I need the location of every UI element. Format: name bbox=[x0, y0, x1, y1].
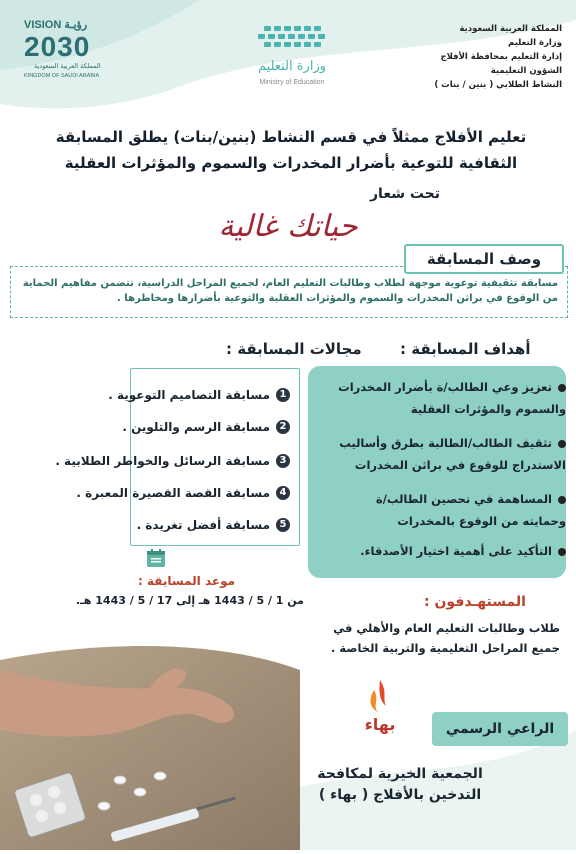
sponsor-name bbox=[300, 764, 500, 806]
field-item bbox=[137, 518, 290, 532]
description-title: وصف المسابقة bbox=[404, 244, 564, 274]
goal-text: تعزيز وعي الطالب/ة بأضرار المخدرات والسموم والمؤثرات العقلية bbox=[338, 380, 566, 416]
headline-line-2: الثقافية للتوعية بأضرار المخدرات والسموم والمؤثرات العقلية bbox=[64, 154, 518, 172]
sponsor-line-2: التدخين بالأفلاج ( بهاء ) bbox=[318, 787, 482, 803]
field-item bbox=[108, 388, 290, 402]
goals-title: أهداف المسابقة : bbox=[400, 340, 531, 358]
slogan-calligraphy bbox=[168, 196, 408, 256]
sponsor-badge: الراعي الرسمي bbox=[432, 712, 568, 746]
slogan-label: تحت شعار bbox=[370, 186, 441, 202]
goal-item bbox=[336, 376, 566, 420]
field-label: مسابقة التصاميم التوعوية . bbox=[108, 388, 270, 402]
vision-2030-logo bbox=[18, 14, 138, 80]
headline-line-1: تعليم الأفلاج ممثلاً في قسم النشاط (بنين/بنات) يطلق المسابقة bbox=[55, 128, 527, 146]
vision-logo-ar-line: المملكة العربية السعودية bbox=[34, 62, 101, 70]
bullet-dot bbox=[558, 548, 566, 556]
date-title: موعد المسابقة : bbox=[138, 574, 236, 588]
goal-item bbox=[336, 540, 566, 562]
vision-logo-top-text: VISION رؤيـة bbox=[24, 19, 88, 31]
headline bbox=[30, 124, 552, 176]
goal-item bbox=[336, 432, 566, 476]
goal-text: المساهمة في تحصين الطالب/ة وحمايته من الوقوع بالمخدرات bbox=[375, 492, 566, 528]
bullet-dot bbox=[558, 440, 566, 448]
slogan-text: حياتك غالية bbox=[218, 209, 358, 244]
field-item bbox=[55, 454, 290, 468]
field-number: 4 bbox=[276, 486, 290, 500]
goal-text: تثقيف الطالب/الطالبة بطرق وأساليب الاستدراج للوقوع في براثن المخدرات bbox=[339, 436, 566, 472]
target-title: المستهـدفون : bbox=[424, 594, 526, 610]
target-line-2: جميع المراحل التعليمية والتربية الخاصة . bbox=[331, 641, 560, 655]
date-text: من 1 / 5 / 1443 هـ إلى 17 / 5 / 1443 هـ. bbox=[75, 594, 304, 607]
target-line-1: طلاب وطالبات التعليم العام والأهلي في bbox=[333, 621, 560, 635]
field-number: 2 bbox=[276, 420, 290, 434]
description-text: مسابقة تثقيفية توعوية موجهة لطلاب وطالبات التعليم العام، لجميع المراحل الدراسية، تتضمن مفاهيم الحماية من الوقوع في براثن المخدرات والسموم والمؤثرات العقلية والتوعية بأضرارها ومخاطرها . bbox=[22, 278, 558, 304]
fields-title: مجالات المسابقة : bbox=[226, 340, 362, 358]
field-label: مسابقة الرسائل والخواطر الطلابية . bbox=[55, 454, 270, 468]
sponsor-logo bbox=[352, 676, 408, 736]
goal-item bbox=[336, 488, 566, 532]
ministry-line: المملكة العربية السعودية bbox=[459, 24, 562, 34]
field-number: 3 bbox=[276, 454, 290, 468]
ministry-of-education-logo bbox=[236, 22, 356, 94]
vision-logo-en-line: KINGDOM OF SAUDI ARABIA bbox=[24, 73, 100, 79]
ministry-line: الشؤون التعليمية bbox=[490, 66, 562, 76]
field-label: مسابقة أفضل تغريدة . bbox=[136, 518, 270, 532]
ministry-line: وزارة التعليم bbox=[508, 38, 562, 48]
awareness-photo bbox=[0, 630, 300, 850]
ministry-line: النشاط الطلابي ( بنين / بنات ) bbox=[434, 80, 562, 90]
field-label: مسابقة الرسم والتلوين . bbox=[122, 420, 270, 434]
field-number: 1 bbox=[276, 388, 290, 402]
calendar-icon bbox=[146, 548, 166, 568]
target-text bbox=[290, 618, 560, 658]
field-item bbox=[122, 420, 290, 434]
moe-logo-ar: وزارة التعليم bbox=[257, 59, 327, 74]
vision-logo-year: 2030 bbox=[24, 31, 91, 62]
sponsor-logo-text: بهاء bbox=[364, 715, 396, 734]
ministry-line: إدارة التعليم بمحافظة الأفلاج bbox=[440, 52, 562, 62]
field-number: 5 bbox=[276, 518, 290, 532]
goal-text: التأكيد على أهمية اختيار الأصدقاء. bbox=[360, 544, 552, 558]
field-label: مسابقة القصة القصيرة المعبرة . bbox=[76, 486, 270, 500]
bullet-dot bbox=[558, 384, 566, 392]
field-item bbox=[76, 486, 290, 500]
ministry-header-text bbox=[422, 22, 562, 92]
sponsor-line-1: الجمعية الخيرية لمكافحة bbox=[317, 766, 483, 782]
bullet-dot bbox=[558, 496, 566, 504]
moe-logo-en: Ministry of Education bbox=[259, 79, 325, 86]
